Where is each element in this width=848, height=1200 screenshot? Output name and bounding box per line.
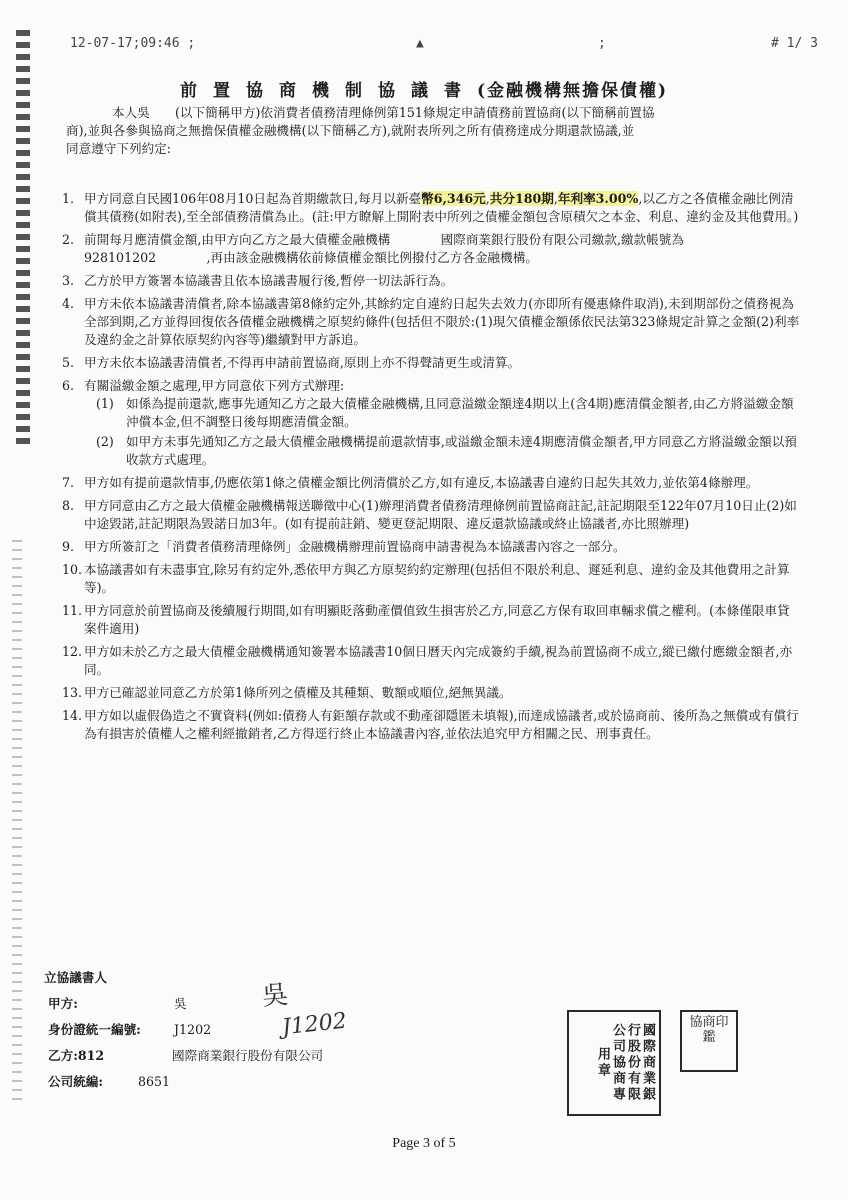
clause-number: 4.: [62, 296, 75, 311]
party-a-name: 吳: [174, 996, 187, 1011]
clause-11: [62, 602, 802, 638]
clause-6: [62, 377, 802, 469]
clause-number: 10.: [62, 562, 83, 577]
fax-header: [70, 36, 818, 52]
clause-text: 甲方同意由乙方之最大債權金融機構報送聯徵中心(1)辦理消費者債務清理條例前置協商註記,註記期限至122年07月10日止(2)如中途毀諾,註記期限為毀諾日加3年。(如有提前註銷、變更登記期限、違反還款協議或終止協議者,亦比照辦理): [84, 498, 797, 531]
clause-text: ,以乙方之各債權金融比例清償其債務(如附表),至全部債務清償為止。(註:甲方瞭解上開附表中所列之債權金額包含原積欠之本金、利息、違約金及其他費用。): [84, 191, 799, 224]
clause-number: 6.: [62, 378, 75, 393]
party-b-label: 乙方:812: [48, 1048, 105, 1063]
clause-6-sub-1: [96, 395, 802, 431]
clause-number: 13.: [62, 685, 83, 700]
highlight-amount: 幣6,346元: [421, 191, 486, 206]
intro-line: 本人吳 (以下簡稱甲方)依消費者債務清理條例第151條規定申請債務前置協商(以下簡稱前置協: [112, 105, 655, 120]
id-number-value: J1202: [174, 1022, 212, 1037]
intro-paragraph: [66, 104, 796, 158]
company-seal-text: 國際商業銀行股份有限公司協商專用章: [595, 1023, 655, 1103]
handwritten-id: [281, 1009, 348, 1041]
sub-text: 如係為提前還款,應事先通知乙方之最大債權金融機構,且同意溢繳金額達4期以上(含4期)應清償金額者,由乙方將溢繳金額沖償本金,但不調整日後每期應清償金額。: [126, 396, 794, 429]
clause-2: [62, 231, 802, 267]
signatories-heading: 立協議書人: [44, 970, 107, 985]
sub-number: (1): [96, 396, 114, 411]
clause-number: 3.: [62, 273, 75, 288]
handwritten-id-text: J1202: [280, 1008, 348, 1041]
handwritten-name: 吳: [261, 980, 290, 1012]
highlight-periods: 共分180期: [489, 191, 554, 206]
clause-number: 8.: [62, 498, 75, 513]
clause-text: 甲方同意於前置協商及後續履行期間,如有明顯貶落動產價值致生損害於乙方,同意乙方保有取回車輛求償之權利。(本條僅限車貸案件適用): [84, 603, 790, 636]
clause-number: 7.: [62, 475, 75, 490]
clause-7: [62, 474, 802, 492]
clause-13: [62, 684, 802, 702]
tax-id-label: 公司統編:: [48, 1074, 104, 1089]
intro-line: 商),並與各參與協商之無擔保債權金融機構(以下簡稱乙方),就附表所列之所有債務達成分期還款協議,並: [66, 123, 635, 138]
clause-8: [62, 497, 802, 533]
fax-marker: ▲: [416, 36, 424, 51]
representative-seal-stamp: [680, 1010, 738, 1072]
clause-text: 甲方所簽訂之「消費者債務清理條例」金融機構辦理前置協商申請書視為本協議書內容之一部分。: [84, 539, 626, 554]
company-seal-stamp: [567, 1010, 661, 1116]
clause-text: 甲方未依本協議書清償者,不得再申請前置協商,原則上亦不得聲請更生或清算。: [84, 355, 521, 370]
title-sub: (金融機構無擔保債權): [476, 81, 669, 101]
fax-page-number: # 1/ 3: [771, 36, 818, 51]
document-title: [0, 76, 848, 101]
representative-seal-text: 協商印鑑: [689, 1015, 729, 1045]
clause-text: 有關溢繳金額之處理,甲方同意依下列方式辦理:: [84, 378, 345, 393]
page-footer: Page 3 of 5: [392, 1136, 456, 1151]
clause-number: 11.: [62, 603, 83, 618]
sub-number: (2): [96, 434, 114, 449]
clause-text: ,: [485, 191, 490, 206]
clause-text: 甲方如以虛假偽造之不實資料(例如:債務人有鉅額存款或不動產卻隱匿未填報),而達成協議者,或於協商前、後所為之無償或有償行為有損害於債權人之權利經撤銷者,乙方得逕行終止本協議書內容,並依法追究甲方相關之民、刑事責任。: [84, 708, 799, 741]
fax-edge-noise: [12, 540, 22, 1100]
id-number-label: 身份證統一編號:: [48, 1022, 141, 1037]
clause-number: 5.: [62, 355, 75, 370]
clause-text: 甲方已確認並同意乙方於第1條所列之債權及其種類、數額或順位,絕無異議。: [84, 685, 512, 700]
clause-text: ,: [553, 191, 558, 206]
clause-number: 14.: [62, 708, 83, 723]
clause-text: 甲方如有提前還款情事,仍應依第1條之債權金額比例清償於乙方,如有違反,本協議書自違約日起失其效力,並依第4條辦理。: [84, 475, 759, 490]
clause-3: [62, 272, 802, 290]
tax-id-value: 8651: [138, 1074, 171, 1089]
clause-6-sub-2: [96, 433, 802, 469]
clause-12: [62, 643, 802, 679]
clause-text: 甲方未依本協議書清償者,除本協議書第8條約定外,其餘約定自違約日起失去效力(亦即所有優惠條件取消),未到期部份之債務視為全部到期,乙方並得回復依各債權金融機構之原契約條件(包括但不限於:(1)現欠債權金額係依民法第323條規定計算之金額(2)利率及違約金之計算依原契約內容等)繼續對甲方訴追。: [84, 296, 800, 347]
party-b-name: 國際商業銀行股份有限公司: [172, 1048, 324, 1063]
intro-line: 同意遵守下列約定:: [66, 141, 171, 156]
clause-list: [62, 190, 802, 748]
clause-10: [62, 561, 802, 597]
clause-text: 乙方於甲方簽署本協議書且依本協議書履行後,暫停一切法訴行為。: [84, 273, 454, 288]
clause-number: 2.: [62, 232, 75, 247]
clause-5: [62, 354, 802, 372]
clause-4: [62, 295, 802, 349]
clause-text: 甲方如未於乙方之最大債權金融機構通知簽署本協議書10個日曆天內完成簽約手續,視為前置協商不成立,縱已繳付應繳金額者,亦同。: [84, 644, 793, 677]
clause-14: [62, 707, 802, 743]
clause-text: 前開每月應清償金額,由甲方向乙方之最大債權金融機構 國際商業銀行股份有限公司繳款,繳款帳號為928101202 ,再由該金融機構依前條債權金額比例撥付乙方各金融機構。: [84, 232, 684, 265]
clause-1: [62, 190, 802, 226]
fax-separator: ;: [598, 36, 606, 51]
clause-text: 甲方同意自民國106年08月10日起為首期繳款日,每月以新臺: [84, 191, 422, 206]
clause-9: [62, 538, 802, 556]
clause-number: 12.: [62, 644, 83, 659]
clause-number: 1.: [62, 191, 75, 206]
clause-number: 9.: [62, 539, 75, 554]
handwritten-signature: [261, 974, 290, 1013]
fax-timestamp: 12-07-17;09:46 ;: [70, 36, 196, 51]
title-main: 前置協商機制協議書: [179, 81, 477, 101]
sub-text: 如甲方未事先通知乙方之最大債權金融機構提前還款情事,或溢繳金額未達4期應清償金額者,甲方同意乙方將溢繳金額以預收款方式處理。: [126, 434, 797, 467]
highlight-rate: 年利率3.00%: [557, 191, 639, 206]
clause-text: 本協議書如有未盡事宜,除另有約定外,悉依甲方與乙方原契約約定辦理(包括但不限於利息、遲延利息、違約金及其他費用之計算等)。: [84, 562, 790, 595]
party-a-label: 甲方:: [48, 996, 78, 1011]
